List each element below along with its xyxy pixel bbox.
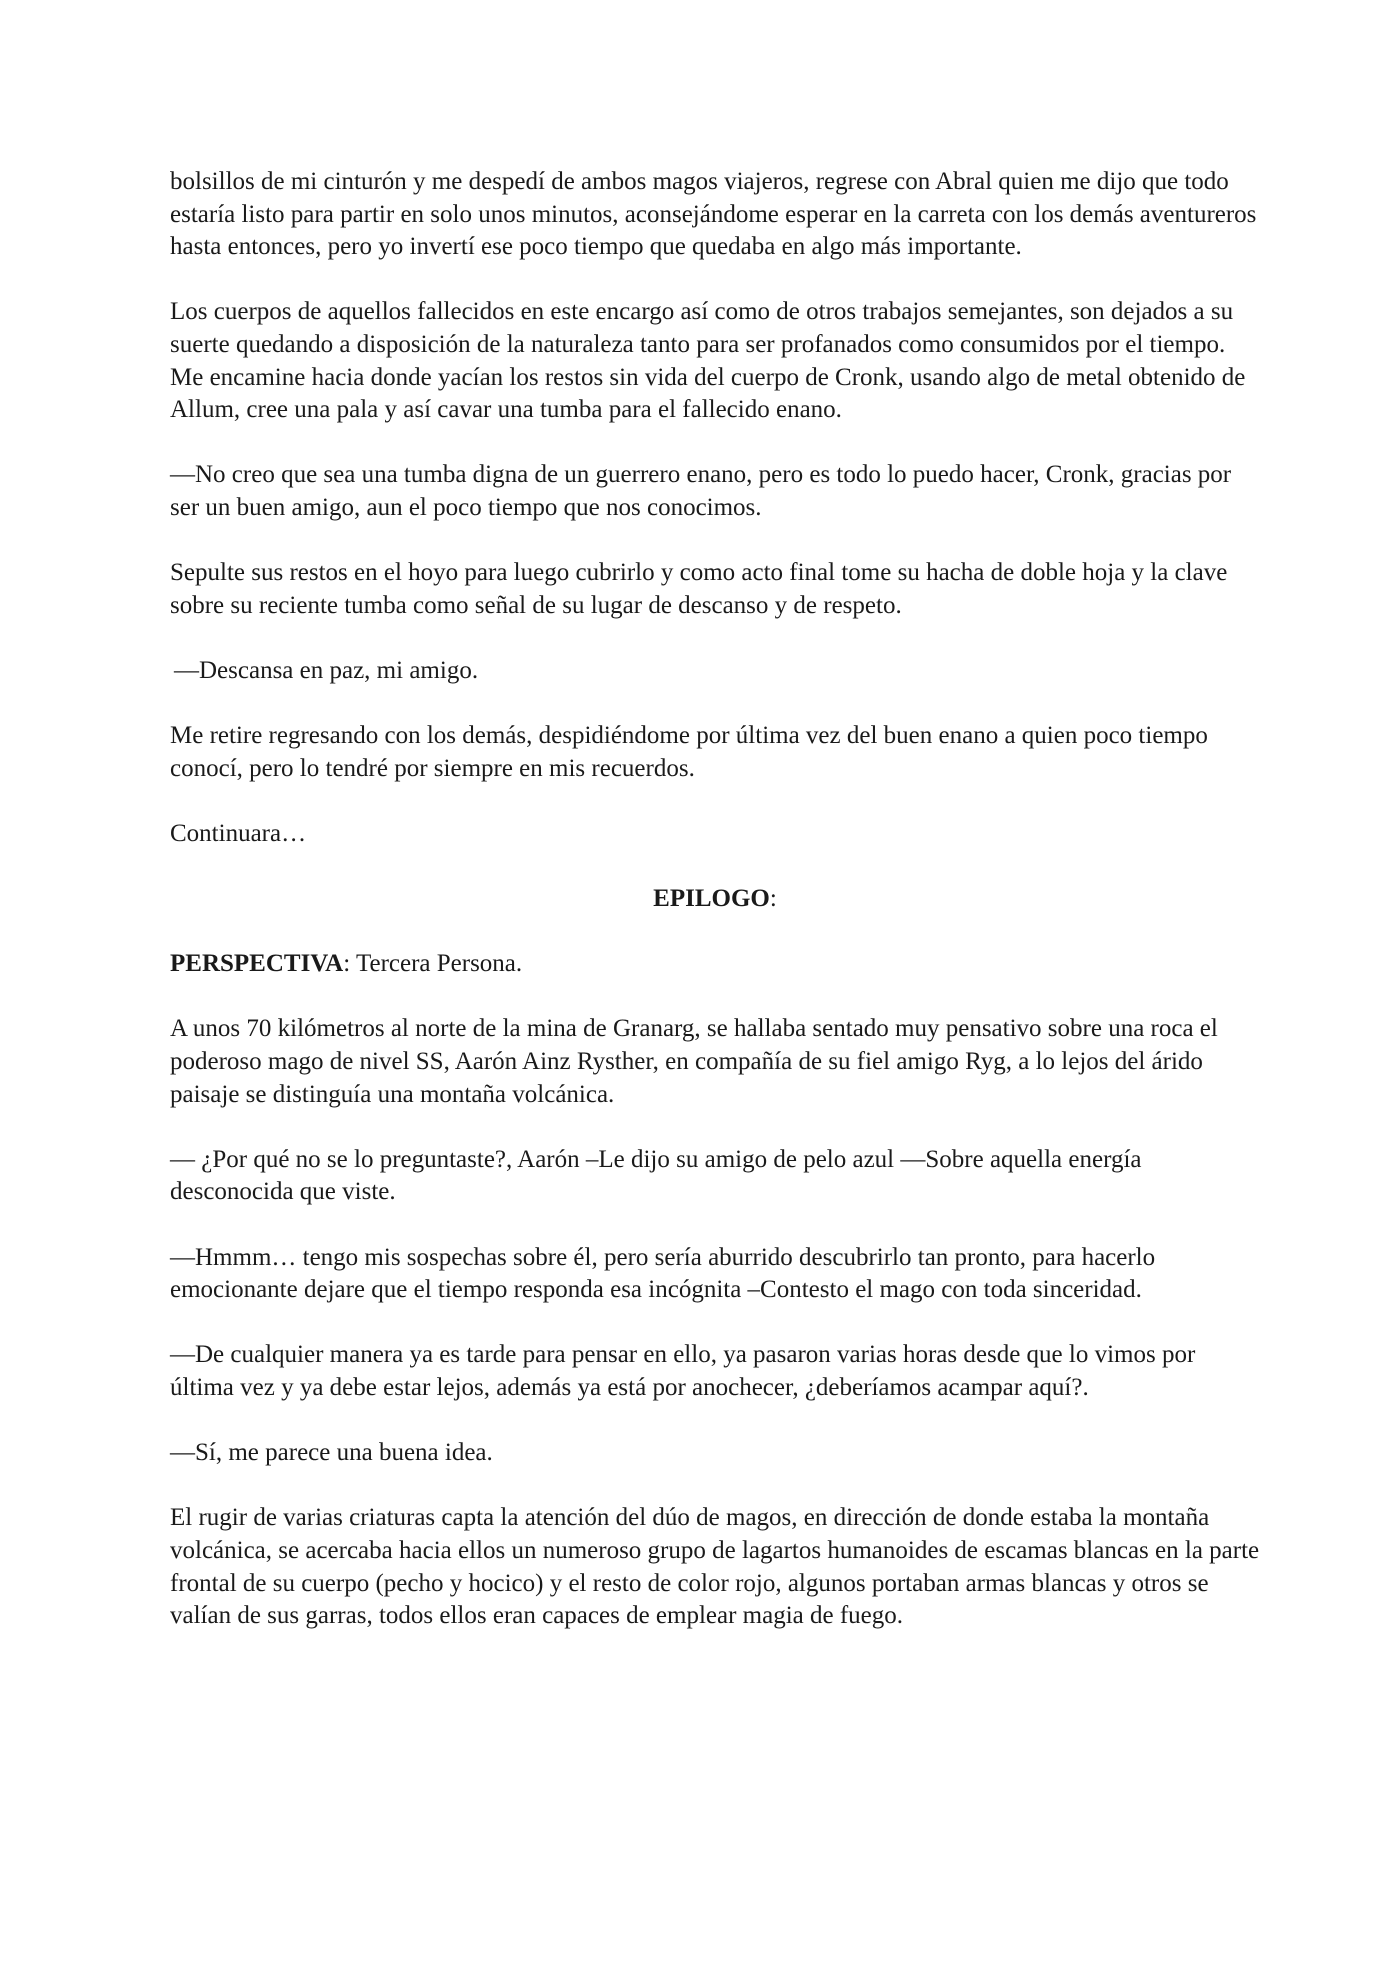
paragraph-after-0: A unos 70 kilómetros al norte de la mina de Granarg, se hallaba sentado muy pensativo sobre una roca el poderoso mago de nivel SS, Aarón Ainz Rysther, en compañía de su fiel amigo Ryg, a lo lejos del árido paisaje se distinguía una montaña volcánica. xyxy=(170,1015,1218,1108)
paragraph-before-6: Continuara… xyxy=(170,819,307,847)
perspective-label: PERSPECTIVA xyxy=(170,950,344,978)
paragraph-after-1: — ¿Por qué no se lo preguntaste?, Aarón –Le dijo su amigo de pelo azul —Sobre aquella energía desconocida que viste. xyxy=(170,1145,1142,1206)
paragraph-after-2: —Hmmm… tengo mis sospechas sobre él, pero sería aburrido descubrirlo tan pronto, para hacerlo emocionante dejare que el tiempo responda esa incógnita –Contesto el mago con toda sinceridad. xyxy=(170,1243,1156,1304)
epilogue-heading-colon: : xyxy=(769,885,777,913)
paragraph-after-4: —Sí, me parece una buena idea. xyxy=(170,1439,493,1467)
paragraph-before-5: Me retire regresando con los demás, despidiéndome por última vez del buen enano a quien poco tiempo conocí, pero lo tendré por siempre en mis recuerdos. xyxy=(170,722,1208,782)
paragraph-before-4: —Descansa en paz, mi amigo. xyxy=(174,656,479,684)
document-page xyxy=(170,166,1260,1665)
paragraph-before-2: —No creo que sea una tumba digna de un guerrero enano, pero es todo lo puedo hacer, Cronk, gracias por ser un buen amigo, aun el poco tiempo que nos conocimos. xyxy=(170,461,1232,521)
perspective-value: : Tercera Persona. xyxy=(343,950,523,978)
paragraph-after-5: El rugir de varias criaturas capta la atención del dúo de magos, en dirección de donde estaba la montaña volcánica, se acercaba hacia ellos un numeroso grupo de lagartos humanoides de escamas blancas en la parte frontal de su cuerpo (pecho y hocico) y el resto de color rojo, algunos portaban armas blancas y otros se valían de sus garras, todos ellos eran capaces de emplear magia de fuego. xyxy=(170,1504,1260,1630)
perspective-line xyxy=(170,948,1260,981)
paragraph-before-3: Sepulte sus restos en el hoyo para luego cubrirlo y como acto final tome su hacha de doble hoja y la clave sobre su reciente tumba como señal de su lugar de descanso y de respeto. xyxy=(170,559,1228,619)
paragraph-before-1: Los cuerpos de aquellos fallecidos en este encargo así como de otros trabajos semejantes, son dejados a su suerte quedando a disposición de la naturaleza tanto para ser profanados como consumidos por el tiempo. Me encamine hacia donde yacían los restos sin vida del cuerpo de Cronk, usando algo de metal obtenido de Allum, cree una pala y así cavar una tumba para el fallecido enano. xyxy=(170,298,1246,424)
epilogue-heading-text: EPILOGO xyxy=(653,885,770,913)
paragraph-after-3: —De cualquier manera ya es tarde para pensar en ello, ya pasaron varias horas desde que lo vimos por última vez y ya debe estar lejos, además ya está por anochecer, ¿deberíamos acampar aquí?. xyxy=(170,1341,1196,1401)
epilogue-heading xyxy=(170,883,1260,916)
paragraph-before-0: bolsillos de mi cinturón y me despedí de ambos magos viajeros, regrese con Abral quien me dijo que todo estaría listo para partir en solo unos minutos, aconsejándome esperar en la carreta con los demás aventureros hasta entonces, pero yo invertí ese poco tiempo que quedaba en algo más importante. xyxy=(170,168,1257,261)
